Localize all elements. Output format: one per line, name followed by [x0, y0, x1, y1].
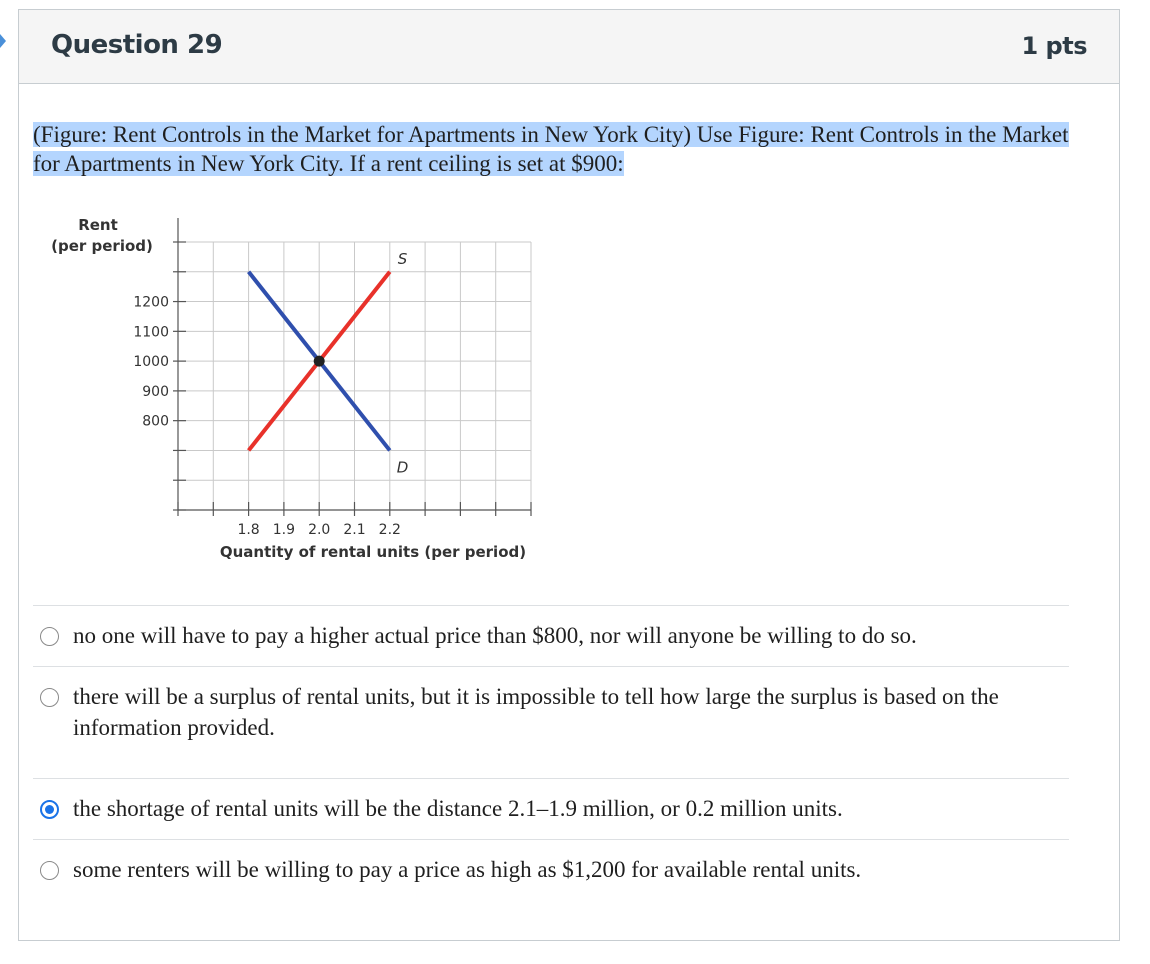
equilibrium-point — [314, 356, 325, 367]
answer-radio-4[interactable] — [40, 861, 59, 880]
y-axis-label-sub: (per period) — [51, 237, 153, 255]
question-prompt-text: (Figure: Rent Controls in the Market for Apartments in New York City) Use Figure: Rent Controls in the Market for Apartments in New York City. If a rent ceiling is set at $900: — [33, 122, 1069, 176]
x-axis-label: Quantity of rental units (per period) — [219, 543, 527, 561]
question-prompt — [33, 120, 1078, 178]
y-tick-label: 1200 — [133, 294, 169, 311]
x-tick-label: 1.8 — [237, 522, 260, 538]
chart-grid — [178, 242, 531, 510]
answer-text-4: some renters will be willing to pay a price as high as $1,200 for available rental units. — [73, 857, 862, 882]
answer-option-1[interactable] — [33, 605, 1069, 666]
y-tick-label: 1100 — [133, 324, 169, 341]
answer-option-2[interactable] — [33, 666, 1069, 778]
answer-radio-1[interactable] — [40, 627, 59, 646]
answer-option-4[interactable] — [33, 839, 1069, 900]
y-tick-label: 800 — [142, 413, 169, 430]
answer-option-3[interactable] — [33, 778, 1069, 839]
demand-label: D — [396, 458, 409, 477]
answer-text-1: no one will have to pay a higher actual price than $800, nor will anyone be willing to do so. — [73, 623, 917, 648]
y-tick-label: 900 — [142, 383, 169, 400]
answer-radio-3[interactable] — [40, 800, 59, 819]
question-header — [19, 10, 1119, 84]
nav-marker-icon — [0, 34, 6, 48]
chart-axes — [173, 218, 531, 516]
answer-text-2: there will be a surplus of rental units, but it is impossible to tell how large the surplus is based on the information provided. — [73, 684, 999, 740]
y-axis-label: Rent — [78, 216, 118, 234]
answer-list — [33, 605, 1069, 900]
x-tick-label: 2.1 — [343, 522, 366, 538]
x-tick-label: 2.2 — [378, 522, 401, 538]
supply-label: S — [397, 249, 408, 268]
question-points: 1 pts — [1021, 32, 1087, 60]
x-tick-label: 1.9 — [272, 522, 296, 538]
answer-radio-2[interactable] — [40, 688, 59, 707]
x-tick-label: 2.0 — [308, 522, 331, 538]
question-title: Question 29 — [51, 30, 223, 60]
y-tick-label: 1000 — [133, 354, 169, 371]
answer-text-3: the shortage of rental units will be the distance 2.1–1.9 million, or 0.2 million units. — [73, 796, 843, 821]
rent-control-chart — [40, 200, 560, 570]
